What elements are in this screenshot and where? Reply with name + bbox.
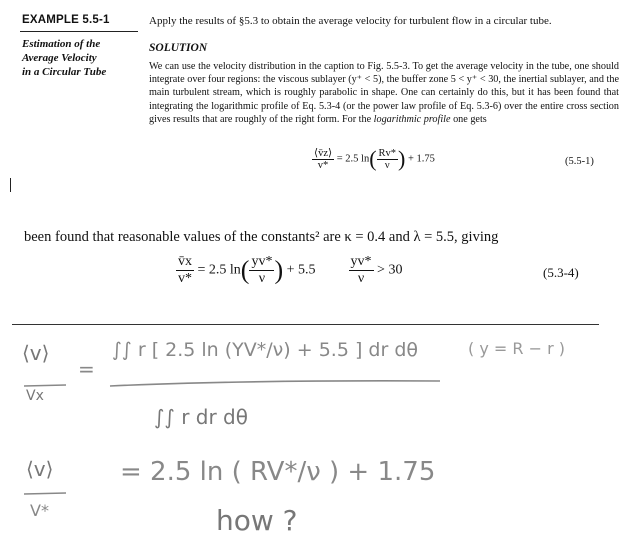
hw-lhs-num: ⟨v⟩	[22, 341, 50, 365]
eq2-arg-den: ν	[258, 271, 266, 286]
hw-result: = 2.5 ln ( RV*/ν ) + 1.75	[120, 457, 436, 487]
eq2-arg-num: yv*	[251, 254, 273, 269]
eq2-lhs	[176, 254, 194, 287]
equation-5-3-4: $\frac{v̄x}{v*}$ = 2.5 ln( $\frac{yv*}{\nu}$ ) + 5.5 $\frac{yv*}{\nu}$ > 30	[178, 254, 403, 286]
solution-paragraph	[149, 60, 619, 126]
equation-number: (5.3-4)	[543, 265, 579, 280]
eq2-tail: + 5.5	[286, 262, 316, 278]
solution-heading: SOLUTION	[149, 42, 208, 54]
divider	[20, 31, 138, 32]
hw-fraction-bar	[24, 385, 66, 386]
title-line: Estimation of the	[22, 38, 101, 50]
hw-result-den: V*	[30, 501, 49, 520]
eq2-cond-den: ν	[357, 271, 365, 286]
hw-equals: =	[78, 357, 95, 381]
hw-result-lhs: ⟨v⟩	[26, 457, 54, 481]
eq1-lhs	[312, 147, 334, 171]
hw-lhs-den: Vx	[26, 388, 44, 404]
eq2-lhs-den: v*	[178, 271, 192, 286]
eq2-lhs-num: v̄x	[178, 254, 192, 269]
paragraph-text: We can use the velocity distribution in the caption to Fig. 5.5-3. To get the average velocity in the tube, one should integrate over four regions: the viscous sublayer (y⁺ < 5), the buffer zone 5 < y⁺ < 30, the inertial sublayer, and the main turbulent stream, which is roughly parabolic in shape. One can certainly do this, but it has been found that integrating the logarithmic profile of Eq. 5.3-4 (or the power law profile of Eq. 5.3-6) over the entire cross section gives results that are roughly of the right form. For the	[149, 61, 619, 125]
eq2-condition	[349, 254, 374, 287]
eq1-mid: = 2.5 ln	[336, 153, 370, 165]
eq1-arg-num: Rv*	[378, 147, 397, 159]
title-line: in a Circular Tube	[22, 66, 107, 78]
equation-number: (5.5-1)	[565, 156, 594, 167]
paragraph-italic: logarithmic profile	[373, 113, 451, 125]
hw-question: how ?	[216, 504, 298, 537]
text-cursor	[10, 178, 11, 192]
hw-fraction-bar	[110, 381, 440, 386]
eq2-mid: = 2.5 ln	[197, 262, 241, 278]
eq1-arg	[377, 148, 399, 171]
eq1-lhs-den: v*	[317, 160, 329, 171]
hw-fraction-bar	[24, 493, 66, 494]
paragraph-end: one gets	[453, 113, 487, 125]
eq1-tail: + 1.75	[408, 153, 435, 165]
example-title	[22, 37, 142, 79]
hw-denominator: ∫∫ r dr dθ	[154, 405, 248, 429]
example-label: EXAMPLE 5.5-1	[22, 14, 110, 26]
eq1-lhs-num: ⟨v̄z⟩	[314, 148, 333, 159]
eq2-cond-tail: > 30	[377, 262, 403, 278]
title-line: Average Velocity	[22, 52, 97, 64]
snippet-text: been found that reasonable values of the constants² are κ = 0.4 and λ = 5.5, giving	[24, 229, 499, 245]
eq1-arg-den: ν	[384, 159, 390, 171]
example-prompt: Apply the results of §5.3 to obtain the average velocity for turbulent flow in a circular tube.	[149, 15, 552, 27]
hw-integrand: ∫∫ r [ 2.5 ln (YV*/ν) + 5.5 ] dr dθ	[112, 339, 419, 361]
hw-note: ( y = R − r )	[468, 339, 565, 358]
equation-5-5-1: $\frac{⟨v̄z⟩}{v*}$ = 2.5 ln( $\frac{Rv*}{\nu}$ ) + 1.75	[314, 146, 435, 171]
eq2-cond-num: yv*	[350, 254, 372, 269]
eq2-arg	[249, 254, 274, 287]
handwritten-notes	[0, 324, 644, 544]
